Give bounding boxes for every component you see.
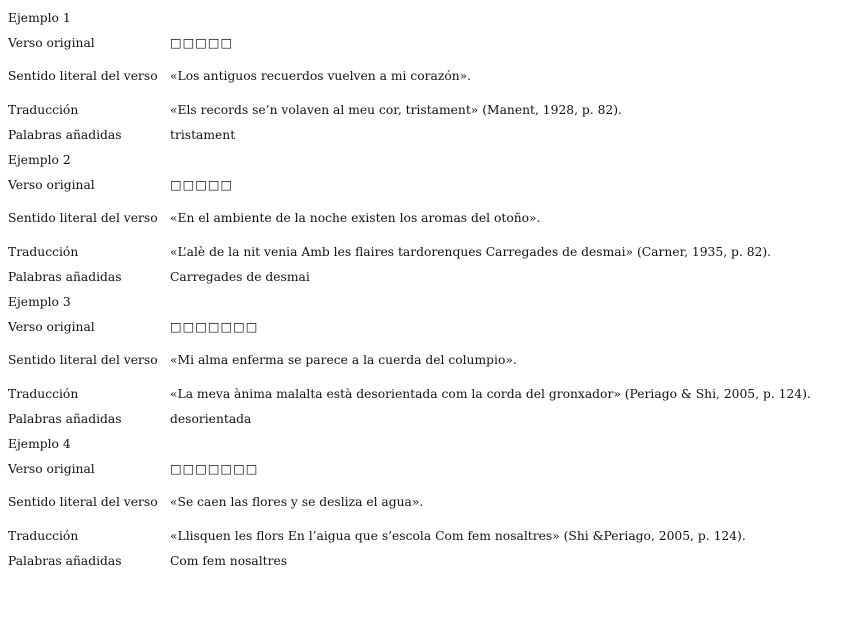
translation-row [8, 381, 811, 406]
example-block [8, 431, 811, 573]
literal-sense: «Se caen las flores y se desliza el agua». [170, 495, 424, 509]
literal-sense: «Los antiguos recuerdos vuelven a mi corazón». [170, 69, 472, 83]
translation: «Els records se’n volaven al meu cor, tristament» (Manent, 1928, p. 82). [170, 102, 622, 117]
row-label: Traducción [8, 528, 79, 543]
row-label: Sentido literal del verso [8, 211, 158, 225]
row-label: Traducción [8, 102, 79, 117]
added-words: desorientada [170, 411, 252, 426]
row-label: Sentido literal del verso [8, 69, 158, 83]
added-words-row [8, 406, 811, 431]
original-verse: □□□□□□□ [170, 461, 259, 476]
original-verse: □□□□□ [170, 35, 234, 50]
literal-sense: «En el ambiente de la noche existen los aromas del otoño». [170, 211, 541, 225]
original-verse-row [8, 30, 811, 55]
row-label: Verso original [8, 35, 95, 50]
added-words-row [8, 264, 811, 289]
translation-row [8, 523, 811, 548]
translation-row [8, 97, 811, 122]
added-words-row [8, 122, 811, 147]
literal-sense-row [8, 339, 811, 381]
row-label: Sentido literal del verso [8, 353, 158, 367]
row-label: Traducción [8, 244, 79, 259]
translation: «L’alè de la nit venia Amb les flaires tardorenques Carregades de desmai» (Carner, 1935, p. 82). [170, 244, 772, 259]
added-words-row [8, 548, 811, 573]
translation-row [8, 239, 811, 264]
row-label: Traducción [8, 386, 79, 401]
added-words: Carregades de desmai [170, 269, 310, 284]
added-words: tristament [170, 127, 236, 142]
row-label: Verso original [8, 319, 95, 334]
row-label: Palabras añadidas [8, 411, 122, 426]
translation: «La meva ànima malalta està desorientada com la corda del gronxador» (Periago & Shi, 2005, p. 124). [170, 386, 811, 401]
literal-sense-row [8, 55, 811, 97]
example-block [8, 5, 811, 147]
original-verse: □□□□□□□ [170, 319, 259, 334]
example-heading: Ejemplo 1 [8, 10, 71, 25]
example-heading-row [8, 5, 811, 30]
row-label: Sentido literal del verso [8, 495, 158, 509]
literal-sense: «Mi alma enferma se parece a la cuerda del columpio». [170, 353, 517, 367]
original-verse-row [8, 172, 811, 197]
literal-sense-row [8, 481, 811, 523]
row-label: Verso original [8, 461, 95, 476]
original-verse: □□□□□ [170, 177, 234, 192]
row-label: Verso original [8, 177, 95, 192]
example-heading: Ejemplo 3 [8, 294, 71, 309]
example-heading: Ejemplo 2 [8, 152, 71, 167]
examples-table [8, 5, 811, 573]
example-block [8, 147, 811, 289]
row-label: Palabras añadidas [8, 553, 122, 568]
original-verse-row [8, 456, 811, 481]
example-heading-row [8, 289, 811, 314]
row-label: Palabras añadidas [8, 269, 122, 284]
row-label: Palabras añadidas [8, 127, 122, 142]
example-heading-row [8, 431, 811, 456]
translation: «Llisquen les flors En l’aigua que s’escola Com fem nosaltres» (Shi &Periago, 2005, p. 124). [170, 528, 746, 543]
example-heading-row [8, 147, 811, 172]
example-heading: Ejemplo 4 [8, 436, 71, 451]
original-verse-row [8, 314, 811, 339]
added-words: Com fem nosaltres [170, 553, 288, 568]
literal-sense-row [8, 197, 811, 239]
example-block [8, 289, 811, 431]
